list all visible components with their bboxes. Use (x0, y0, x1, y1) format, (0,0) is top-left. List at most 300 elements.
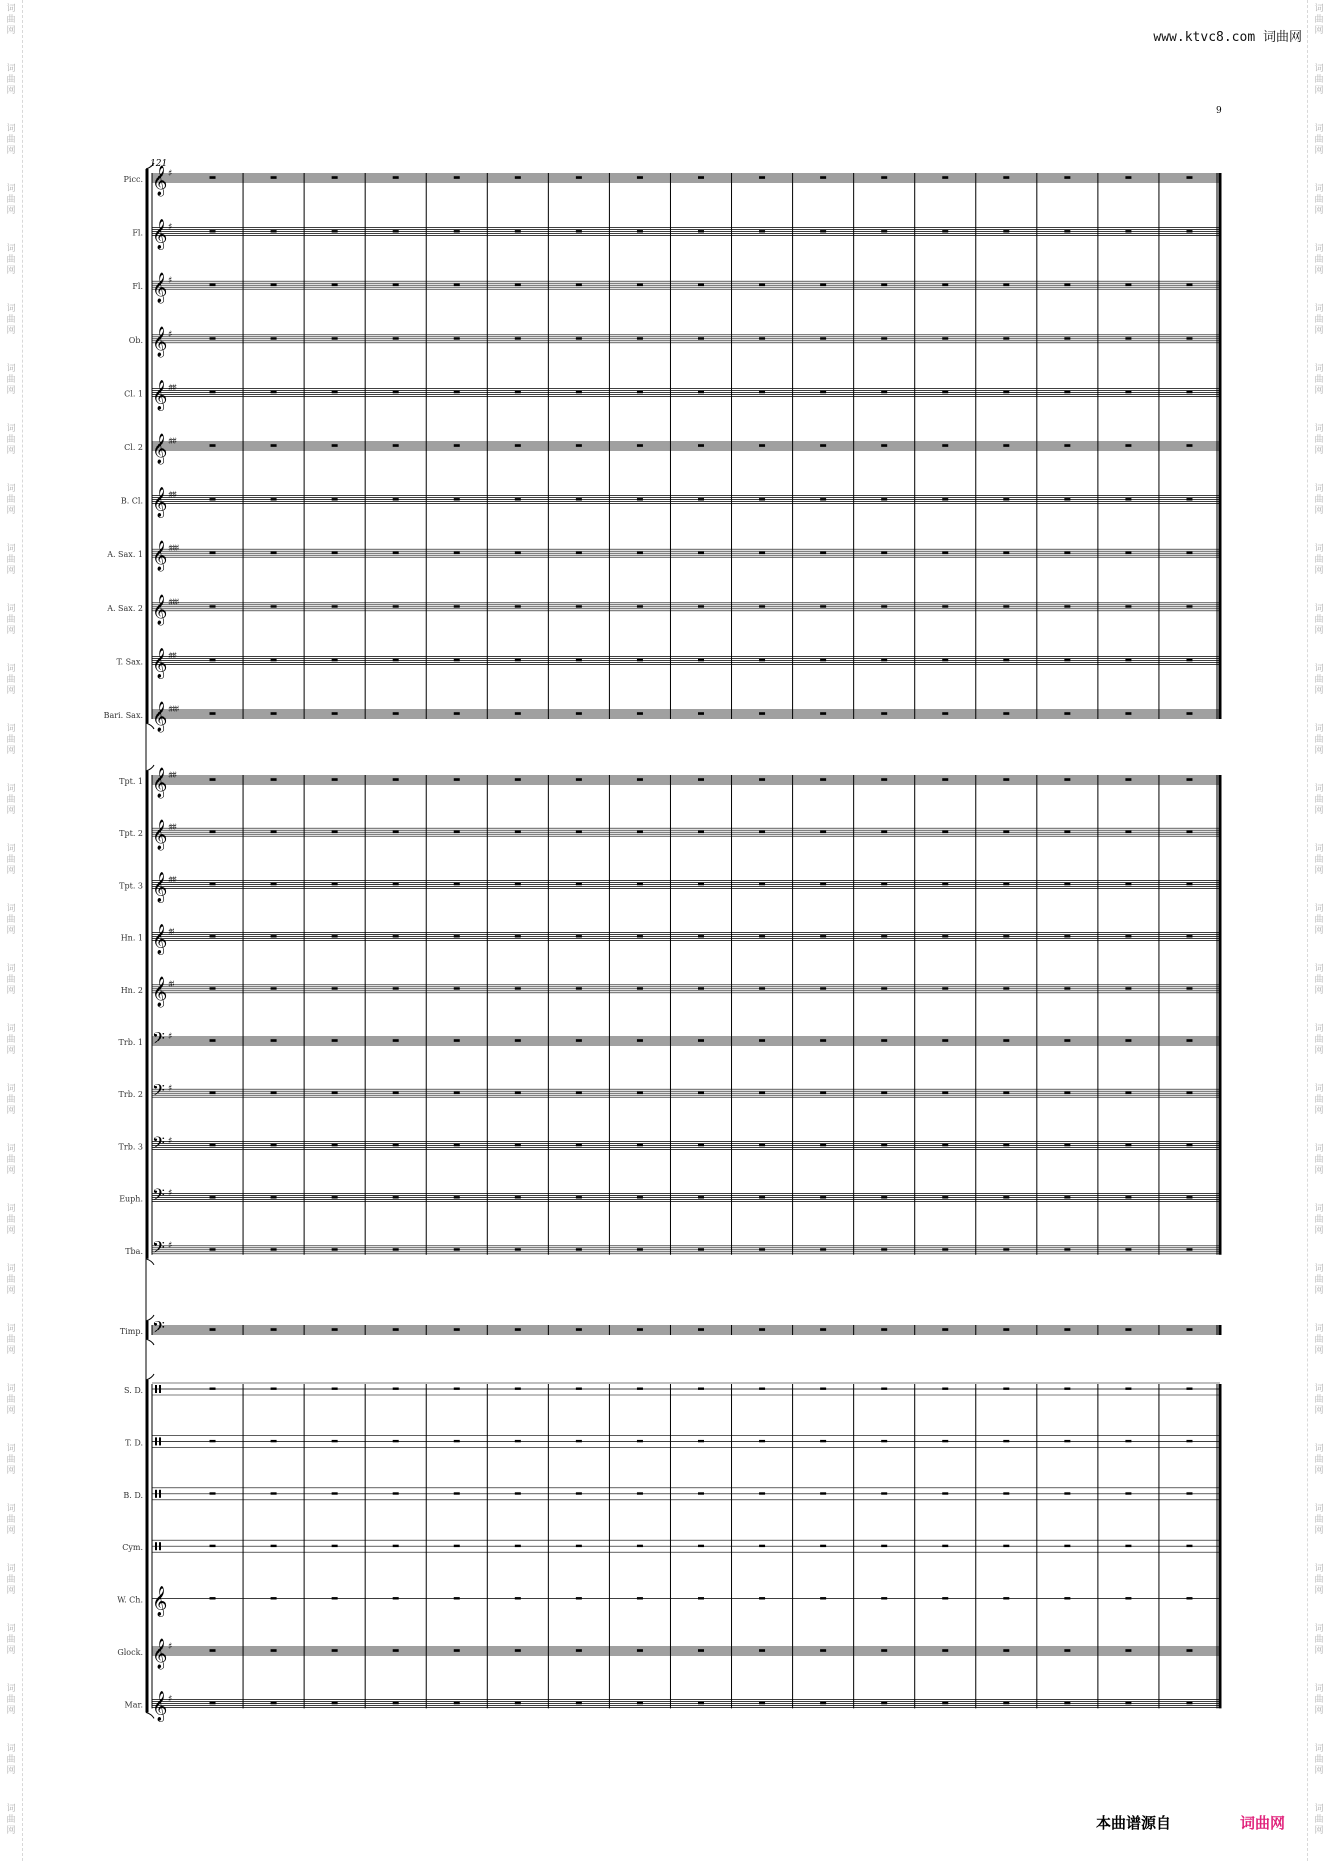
site-url[interactable]: www.ktvc8.com (1153, 30, 1256, 45)
whole-rest (454, 779, 460, 781)
whole-rest (576, 552, 582, 554)
edge-watermark: 词 曲 网 (1314, 1444, 1324, 1476)
whole-rest (393, 337, 399, 339)
whole-rest (759, 1492, 765, 1494)
whole-rest (1003, 552, 1009, 554)
whole-rest (576, 1597, 582, 1599)
whole-rest (942, 659, 948, 661)
edge-watermark: 词 曲 网 (1314, 1144, 1324, 1176)
whole-rest (1125, 337, 1131, 339)
whole-rest (1186, 1597, 1192, 1599)
whole-rest (698, 659, 704, 661)
whole-rest (1186, 1650, 1192, 1652)
whole-rest (332, 284, 338, 286)
whole-rest (698, 1597, 704, 1599)
whole-rest (1186, 1545, 1192, 1547)
whole-rest (271, 284, 277, 286)
whole-rest (820, 935, 826, 937)
whole-rest (454, 552, 460, 554)
whole-rest (515, 659, 521, 661)
whole-rest (1003, 779, 1009, 781)
footer-brand[interactable]: 词曲网 (1240, 1814, 1286, 1832)
whole-rest (881, 1650, 887, 1652)
whole-rest (1186, 498, 1192, 500)
whole-rest (881, 337, 887, 339)
group-bracket (146, 1374, 154, 1380)
edge-watermark: 词 曲 网 (1314, 844, 1324, 876)
whole-rest (1064, 605, 1070, 607)
whole-rest (454, 391, 460, 393)
whole-rest (759, 1329, 765, 1331)
whole-rest (332, 1144, 338, 1146)
whole-rest (942, 391, 948, 393)
whole-rest (393, 1388, 399, 1390)
whole-rest (637, 713, 643, 715)
footer-source-text: 本曲谱源自 (1096, 1814, 1172, 1832)
whole-rest (637, 935, 643, 937)
whole-rest (210, 177, 216, 179)
whole-rest (393, 1329, 399, 1331)
whole-rest (759, 337, 765, 339)
instrument-label: A. Sax. 2 (107, 603, 143, 613)
whole-rest (454, 659, 460, 661)
whole-rest (1125, 1248, 1131, 1250)
whole-rest (1186, 284, 1192, 286)
whole-rest (1125, 284, 1131, 286)
edge-watermark: 词 曲 网 (6, 1264, 16, 1296)
whole-rest (942, 1144, 948, 1146)
whole-rest (210, 987, 216, 989)
whole-rest (698, 605, 704, 607)
whole-rest (1125, 391, 1131, 393)
whole-rest (576, 1248, 582, 1250)
key-signature: ♯ (168, 1084, 171, 1095)
key-signature: ♯♯♯ (168, 437, 176, 447)
whole-rest (576, 1702, 582, 1704)
instrument-label: Cl. 2 (124, 443, 143, 452)
whole-rest (1064, 659, 1070, 661)
whole-rest (942, 1597, 948, 1599)
whole-rest (698, 498, 704, 500)
whole-rest (1064, 391, 1070, 393)
instrument-label: Tba. (125, 1246, 143, 1256)
whole-rest (820, 1248, 826, 1250)
key-signature: ♯♯♯♯ (168, 705, 178, 715)
whole-rest (576, 1492, 582, 1494)
whole-rest (1064, 987, 1070, 989)
edge-watermark: 词 曲 网 (1314, 1684, 1324, 1716)
whole-rest (454, 1440, 460, 1442)
whole-rest (454, 284, 460, 286)
whole-rest (637, 1492, 643, 1494)
whole-rest (698, 713, 704, 715)
whole-rest (1186, 391, 1192, 393)
whole-rest (454, 713, 460, 715)
whole-rest (820, 713, 826, 715)
whole-rest (332, 177, 338, 179)
key-signature: ♯ (168, 1136, 171, 1147)
site-name: 词曲网 (1262, 30, 1302, 45)
measure-number: 121 (150, 159, 168, 169)
whole-rest (454, 1650, 460, 1652)
whole-rest (1125, 1196, 1131, 1198)
whole-rest (271, 605, 277, 607)
whole-rest (393, 1650, 399, 1652)
edge-watermark: 词 曲 网 (1314, 964, 1324, 996)
whole-rest (881, 1440, 887, 1442)
whole-rest (454, 1329, 460, 1331)
whole-rest (698, 935, 704, 937)
whole-rest (942, 883, 948, 885)
whole-rest (820, 659, 826, 661)
whole-rest (332, 337, 338, 339)
percussion-clef (155, 1385, 157, 1393)
whole-rest (515, 1545, 521, 1547)
whole-rest (210, 1144, 216, 1146)
whole-rest (271, 935, 277, 937)
whole-rest (1186, 1040, 1192, 1042)
whole-rest (698, 883, 704, 885)
whole-rest (881, 1329, 887, 1331)
whole-rest (759, 987, 765, 989)
whole-rest (1125, 1144, 1131, 1146)
instrument-label: Cym. (122, 1543, 143, 1553)
whole-rest (942, 713, 948, 715)
whole-rest (515, 391, 521, 393)
whole-rest (576, 659, 582, 661)
key-signature: ♯ (168, 1694, 171, 1705)
treble-clef: 𝄞 (152, 820, 168, 851)
whole-rest (332, 1196, 338, 1198)
bass-clef: 𝄢 (152, 1184, 165, 1209)
whole-rest (637, 1196, 643, 1198)
whole-rest (881, 659, 887, 661)
whole-rest (332, 779, 338, 781)
whole-rest (1186, 987, 1192, 989)
whole-rest (1003, 1196, 1009, 1198)
whole-rest (637, 445, 643, 447)
whole-rest (1186, 552, 1192, 554)
whole-rest (942, 1650, 948, 1652)
whole-rest (942, 1092, 948, 1094)
whole-rest (1003, 337, 1009, 339)
edge-watermark: 词 曲 网 (1314, 1564, 1324, 1596)
instrument-label: Fl. (132, 282, 143, 292)
whole-rest (1125, 445, 1131, 447)
whole-rest (271, 1248, 277, 1250)
edge-watermark: 词 曲 网 (6, 4, 16, 36)
whole-rest (881, 831, 887, 833)
whole-rest (393, 1492, 399, 1494)
whole-rest (1186, 935, 1192, 937)
whole-rest (271, 1388, 277, 1390)
whole-rest (759, 1650, 765, 1652)
whole-rest (210, 1702, 216, 1704)
whole-rest (637, 1144, 643, 1146)
whole-rest (1003, 1650, 1009, 1652)
whole-rest (515, 1650, 521, 1652)
whole-rest (942, 1545, 948, 1547)
edge-watermark: 词 曲 网 (1314, 304, 1324, 336)
whole-rest (393, 659, 399, 661)
whole-rest (515, 1248, 521, 1250)
whole-rest (759, 713, 765, 715)
whole-rest (515, 284, 521, 286)
whole-rest (1186, 605, 1192, 607)
whole-rest (698, 445, 704, 447)
instrument-label: Fl. (132, 228, 143, 238)
whole-rest (271, 1597, 277, 1599)
whole-rest (210, 1597, 216, 1599)
edge-watermark: 词 曲 网 (6, 844, 16, 876)
whole-rest (1003, 935, 1009, 937)
whole-rest (942, 1040, 948, 1042)
treble-clef: 𝄞 (152, 594, 168, 625)
whole-rest (759, 935, 765, 937)
whole-rest (271, 1196, 277, 1198)
whole-rest (698, 1388, 704, 1390)
whole-rest (820, 1597, 826, 1599)
whole-rest (1003, 1545, 1009, 1547)
instrument-label: T. Sax. (116, 657, 143, 667)
key-signature: ♯♯♯ (168, 771, 176, 781)
edge-watermark: 词 曲 网 (1314, 1324, 1324, 1356)
whole-rest (576, 284, 582, 286)
instrument-label: Picc. (123, 175, 143, 184)
whole-rest (210, 659, 216, 661)
edge-watermark: 词 曲 网 (6, 364, 16, 396)
instrument-label: Trb. 1 (118, 1038, 143, 1047)
whole-rest (637, 1545, 643, 1547)
whole-rest (759, 1702, 765, 1704)
whole-rest (1003, 987, 1009, 989)
whole-rest (576, 1545, 582, 1547)
whole-rest (942, 1196, 948, 1198)
whole-rest (637, 987, 643, 989)
edge-watermark: 词 曲 网 (1314, 1084, 1324, 1116)
edge-watermark: 词 曲 网 (1314, 1804, 1324, 1836)
whole-rest (820, 498, 826, 500)
bass-clef: 𝄢 (152, 1080, 165, 1105)
whole-rest (820, 230, 826, 232)
whole-rest (820, 1040, 826, 1042)
whole-rest (1064, 713, 1070, 715)
whole-rest (576, 177, 582, 179)
whole-rest (271, 713, 277, 715)
whole-rest (515, 177, 521, 179)
edge-watermark: 词 曲 网 (1314, 724, 1324, 756)
whole-rest (881, 498, 887, 500)
whole-rest (1125, 498, 1131, 500)
edge-watermark: 词 曲 网 (6, 1444, 16, 1476)
whole-rest (698, 1702, 704, 1704)
whole-rest (759, 1092, 765, 1094)
whole-rest (820, 1388, 826, 1390)
whole-rest (1064, 1092, 1070, 1094)
whole-rest (759, 552, 765, 554)
edge-watermark: 词 曲 网 (1314, 4, 1324, 36)
edge-watermark: 词 曲 网 (6, 1684, 16, 1716)
whole-rest (332, 230, 338, 232)
whole-rest (1186, 713, 1192, 715)
percussion-clef (159, 1385, 161, 1393)
whole-rest (698, 1545, 704, 1547)
whole-rest (1125, 552, 1131, 554)
whole-rest (820, 883, 826, 885)
whole-rest (210, 1248, 216, 1250)
treble-clef: 𝄞 (152, 1639, 168, 1669)
whole-rest (942, 831, 948, 833)
whole-rest (454, 1388, 460, 1390)
whole-rest (515, 831, 521, 833)
whole-rest (1064, 1650, 1070, 1652)
whole-rest (881, 1248, 887, 1250)
whole-rest (1064, 284, 1070, 286)
instrument-label: S. D. (124, 1386, 143, 1395)
whole-rest (210, 605, 216, 607)
whole-rest (454, 1702, 460, 1704)
percussion-clef (155, 1437, 157, 1445)
edge-watermark: 词 曲 网 (6, 1144, 16, 1176)
whole-rest (210, 445, 216, 447)
whole-rest (1003, 1702, 1009, 1704)
percussion-clef (159, 1490, 161, 1498)
whole-rest (881, 713, 887, 715)
whole-rest (393, 713, 399, 715)
whole-rest (1064, 1545, 1070, 1547)
whole-rest (1003, 177, 1009, 179)
key-signature: ♯ (168, 329, 171, 340)
percussion-clef (155, 1490, 157, 1498)
key-signature: ♯♯ (168, 927, 173, 938)
edge-watermark: 词 曲 网 (6, 64, 16, 96)
whole-rest (881, 935, 887, 937)
whole-rest (698, 177, 704, 179)
page-number: 9 (1216, 106, 1222, 116)
whole-rest (454, 1144, 460, 1146)
whole-rest (698, 391, 704, 393)
whole-rest (393, 1144, 399, 1146)
key-signature: ♯♯♯ (168, 875, 176, 886)
whole-rest (332, 713, 338, 715)
whole-rest (759, 1440, 765, 1442)
whole-rest (759, 1248, 765, 1250)
whole-rest (881, 1388, 887, 1390)
whole-rest (210, 1388, 216, 1390)
whole-rest (820, 284, 826, 286)
whole-rest (515, 987, 521, 989)
whole-rest (1125, 1650, 1131, 1652)
whole-rest (515, 1388, 521, 1390)
whole-rest (942, 552, 948, 554)
whole-rest (271, 1702, 277, 1704)
instrument-label: Bari. Sax. (103, 711, 143, 720)
whole-rest (881, 779, 887, 781)
whole-rest (515, 1492, 521, 1494)
treble-clef: 𝄞 (152, 924, 168, 955)
whole-rest (1125, 230, 1131, 232)
whole-rest (820, 987, 826, 989)
whole-rest (1003, 498, 1009, 500)
whole-rest (881, 1196, 887, 1198)
whole-rest (637, 605, 643, 607)
whole-rest (820, 1196, 826, 1198)
whole-rest (1125, 605, 1131, 607)
treble-clef: 𝄞 (152, 648, 168, 679)
whole-rest (393, 1092, 399, 1094)
whole-rest (1125, 1040, 1131, 1042)
whole-rest (271, 987, 277, 989)
whole-rest (515, 552, 521, 554)
edge-watermark: 词 曲 网 (1314, 1264, 1324, 1296)
edge-watermark: 词 曲 网 (6, 304, 16, 336)
whole-rest (515, 1196, 521, 1198)
key-signature: ♯ (168, 169, 171, 179)
whole-rest (637, 552, 643, 554)
whole-rest (942, 284, 948, 286)
edge-watermark: 词 曲 网 (6, 124, 16, 156)
whole-rest (576, 230, 582, 232)
whole-rest (515, 1440, 521, 1442)
whole-rest (637, 659, 643, 661)
whole-rest (454, 605, 460, 607)
whole-rest (1064, 445, 1070, 447)
whole-rest (1125, 1492, 1131, 1494)
whole-rest (698, 779, 704, 781)
whole-rest (942, 177, 948, 179)
edge-watermark: 词 曲 网 (1314, 184, 1324, 216)
whole-rest (271, 337, 277, 339)
whole-rest (210, 1440, 216, 1442)
key-signature: ♯ (168, 276, 171, 287)
whole-rest (332, 883, 338, 885)
edge-watermark: 词 曲 网 (1314, 364, 1324, 396)
whole-rest (1125, 1440, 1131, 1442)
whole-rest (393, 831, 399, 833)
whole-rest (271, 883, 277, 885)
whole-rest (1003, 605, 1009, 607)
edge-watermark: 词 曲 网 (6, 184, 16, 216)
whole-rest (393, 1597, 399, 1599)
whole-rest (454, 230, 460, 232)
whole-rest (271, 552, 277, 554)
whole-rest (515, 445, 521, 447)
whole-rest (576, 391, 582, 393)
key-signature: ♯♯♯♯ (168, 597, 178, 608)
whole-rest (454, 883, 460, 885)
whole-rest (393, 779, 399, 781)
instrument-label: Mar. (124, 1700, 143, 1710)
whole-rest (393, 1545, 399, 1547)
whole-rest (759, 659, 765, 661)
key-signature: ♯ (168, 1642, 171, 1652)
whole-rest (393, 552, 399, 554)
whole-rest (759, 1144, 765, 1146)
whole-rest (271, 498, 277, 500)
whole-rest (1125, 177, 1131, 179)
whole-rest (515, 883, 521, 885)
whole-rest (393, 391, 399, 393)
edge-watermark: 词 曲 网 (1314, 484, 1324, 516)
whole-rest (1186, 1092, 1192, 1094)
whole-rest (759, 1040, 765, 1042)
whole-rest (759, 1545, 765, 1547)
whole-rest (393, 987, 399, 989)
whole-rest (1064, 779, 1070, 781)
whole-rest (698, 1650, 704, 1652)
whole-rest (576, 1650, 582, 1652)
whole-rest (393, 1040, 399, 1042)
